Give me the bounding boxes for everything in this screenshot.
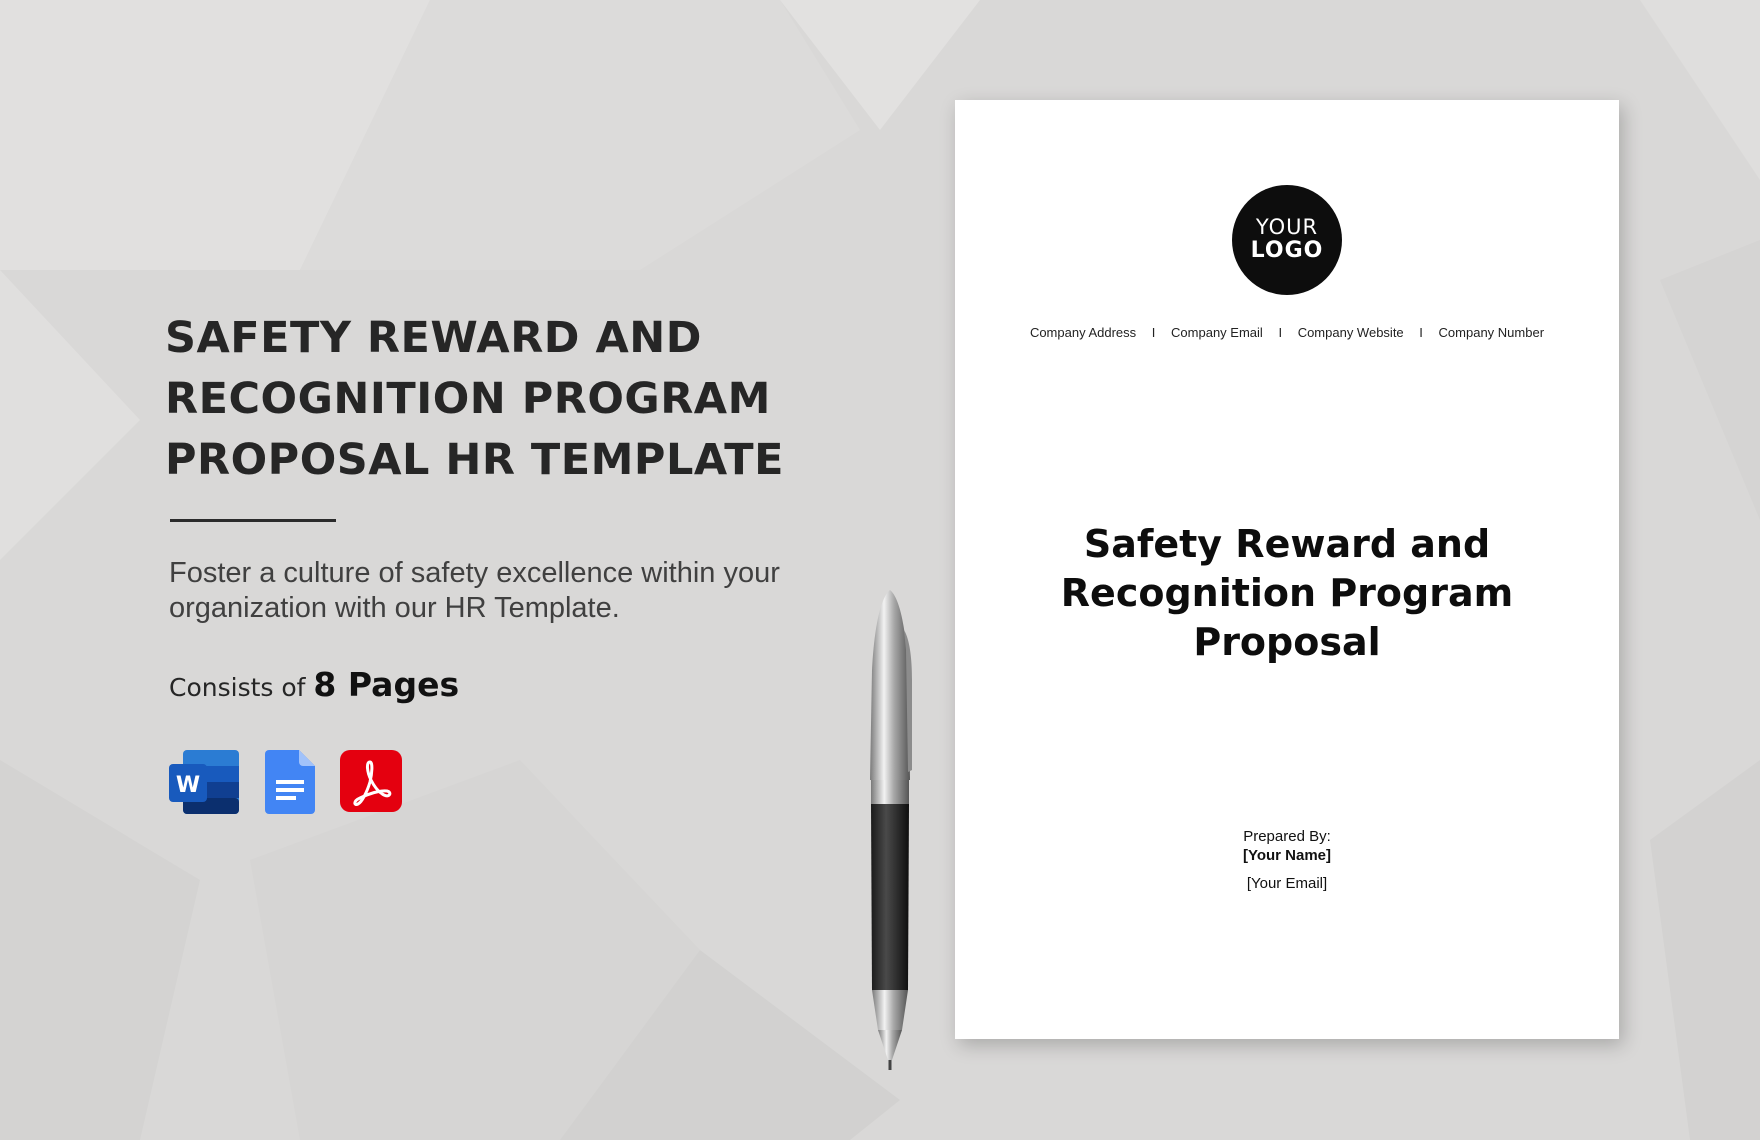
logo-line-1: YOUR	[1255, 215, 1319, 239]
company-address: Company Address	[1029, 325, 1137, 340]
product-title	[165, 308, 865, 491]
google-docs-icon[interactable]	[265, 750, 315, 814]
contact-separator: I	[1419, 325, 1423, 340]
prepared-label: Prepared By:	[1243, 828, 1331, 845]
prepared-name: [Your Name]	[1242, 847, 1332, 864]
word-icon[interactable]	[169, 750, 241, 814]
document-title	[995, 520, 1579, 667]
company-number: Company Number	[1438, 325, 1545, 340]
company-website: Company Website	[1297, 325, 1404, 340]
prepared-email: [Your Email]	[1246, 875, 1328, 892]
pdf-icon[interactable]	[340, 750, 402, 812]
product-description: Foster a culture of safety excellence within your organization with our HR Template.	[169, 557, 780, 624]
contact-separator: I	[1278, 325, 1283, 340]
company-email: Company Email	[1171, 325, 1263, 340]
svg-text:W: W	[175, 773, 201, 798]
logo-placeholder	[1232, 185, 1342, 295]
prepared-by-block	[955, 827, 1619, 893]
product-title-line: PROPOSAL HR TEMPLATE	[165, 435, 784, 485]
document-title-line: Safety Reward and	[1083, 522, 1491, 566]
product-title-line: RECOGNITION PROGRAM	[165, 374, 771, 424]
title-divider	[170, 519, 336, 522]
document-title-line: Proposal	[1193, 620, 1381, 664]
company-contacts	[955, 325, 1619, 340]
page-count-prefix: Consists of	[169, 673, 306, 702]
pen-illustration	[860, 590, 920, 1070]
document-preview	[955, 100, 1619, 1039]
logo-line-2: LOGO	[1250, 238, 1324, 263]
product-title-line: SAFETY REWARD AND	[165, 313, 702, 363]
page-count	[169, 665, 459, 704]
page-count-value: 8 Pages	[313, 665, 460, 704]
contact-separator: I	[1151, 325, 1156, 340]
document-title-line: Recognition Program	[1060, 571, 1514, 615]
